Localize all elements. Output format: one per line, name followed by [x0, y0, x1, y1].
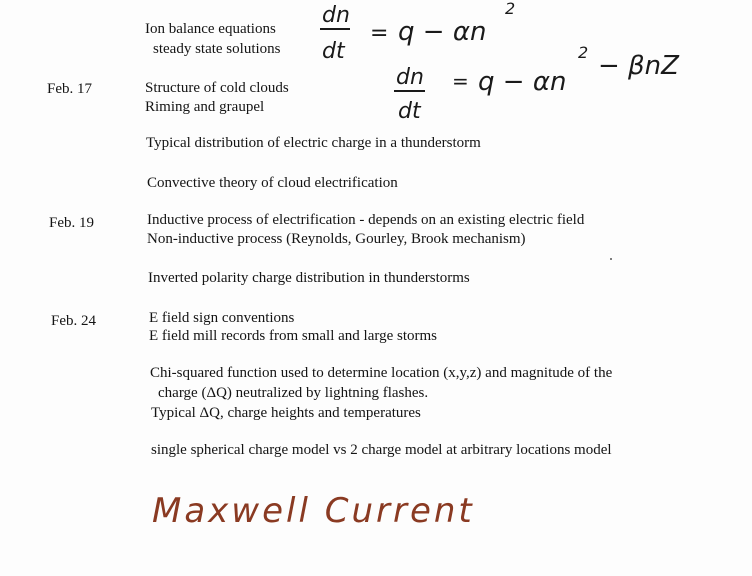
chi-squared-line-2: charge (ΔQ) neutralized by lightning flashes.	[158, 385, 429, 401]
convective-line: Convective theory of cloud electrification	[147, 175, 398, 191]
steady-state-line: steady state solutions	[153, 41, 281, 57]
eq1-numerator: dn	[322, 3, 350, 28]
date-feb19: Feb. 19	[49, 215, 94, 231]
inverted-line: Inverted polarity charge distribution in thunderstorms	[148, 270, 470, 286]
maxwell-current-note: Maxwell Current	[152, 491, 475, 531]
date-feb24: Feb. 24	[51, 313, 96, 329]
typical-dq-line: Typical ΔQ, charge heights and temperatures	[151, 405, 421, 421]
date-feb17: Feb. 17	[47, 81, 92, 97]
cold-clouds-line: Structure of cold clouds	[145, 80, 289, 96]
eq1-exponent: 2	[505, 0, 516, 18]
eq2-rhs: q − αn	[478, 67, 567, 97]
eq2-tail: − βnZ	[598, 51, 679, 81]
eq1-denominator: dt	[322, 39, 345, 64]
eq2-denominator: dt	[398, 99, 421, 124]
non-inductive-line: Non-inductive process (Reynolds, Gourley, Brook mechanism)	[147, 231, 526, 247]
typical-distribution-line: Typical distribution of electric charge in a thunderstorm	[146, 135, 481, 151]
chi-squared-line-1: Chi-squared function used to determine location (x,y,z) and magnitude of the	[150, 365, 613, 381]
e-field-sign-line: E field sign conventions	[149, 310, 295, 326]
riming-line: Riming and graupel	[145, 99, 265, 115]
eq1-rhs: q − αn	[398, 17, 487, 47]
handwritten-equation-1	[320, 0, 515, 64]
eq2-numerator: dn	[396, 65, 424, 90]
inductive-line: Inductive process of electrification - depends on an existing electric field	[147, 212, 585, 228]
single-spherical-line: single spherical charge model vs 2 charge model at arbitrary locations model	[151, 442, 612, 458]
eq2-exponent: 2	[578, 43, 589, 62]
eq1-equals: =	[370, 21, 389, 46]
eq2-equals: =	[452, 69, 469, 93]
e-field-mill-line: E field mill records from small and large storms	[149, 328, 437, 344]
handwritten-equation-2	[394, 43, 680, 124]
handwritten-note	[152, 491, 475, 531]
ion-balance-line: Ion balance equations	[145, 21, 276, 37]
